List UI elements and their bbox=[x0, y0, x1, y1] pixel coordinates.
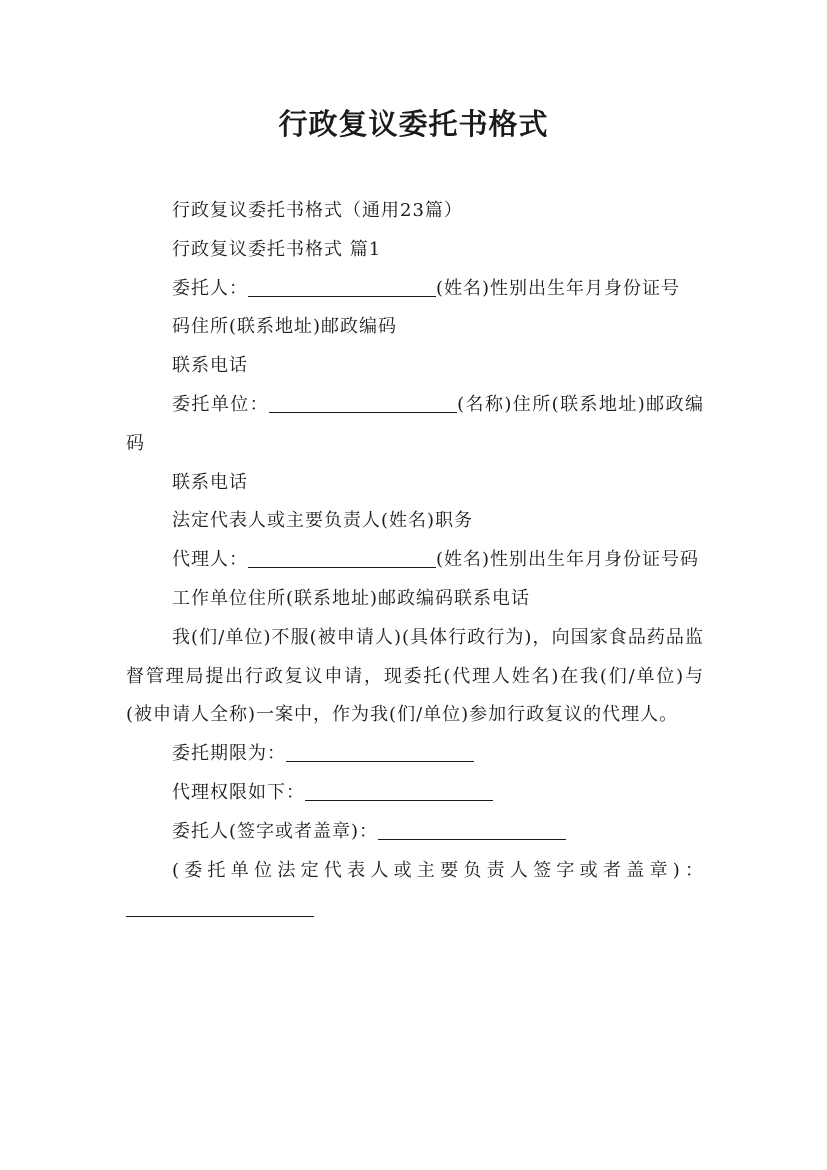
agent-details: (姓名)性别出生年月身份证号码 bbox=[436, 549, 700, 571]
signature-blank bbox=[378, 820, 566, 840]
unit-line bbox=[126, 386, 704, 464]
unit-label: 委托单位： bbox=[172, 393, 270, 415]
subtitle: 行政复议委托书格式（通用23篇） bbox=[172, 200, 463, 221]
agent-label: 代理人： bbox=[172, 549, 248, 571]
statement-paragraph: 我(们/单位)不服(被申请人)(具体行政行为)，向国家食品药品监督管理局提出行政复议申请，现委托(代理人姓名)在我(们/单位)与(被申请人全称)一案中，作为我(们/单位)参加行政复议的代理人。 bbox=[126, 626, 704, 726]
agent-line bbox=[126, 541, 704, 580]
document-body bbox=[126, 192, 704, 929]
period-line bbox=[126, 735, 704, 774]
unit-phone-line: 联系电话 bbox=[172, 471, 248, 493]
principal-address-line: 码住所(联系地址)邮政编码 bbox=[172, 316, 398, 338]
authority-label: 代理权限如下： bbox=[172, 781, 305, 803]
signature-label: 委托人(签字或者盖章)： bbox=[172, 820, 379, 842]
authority-line bbox=[126, 774, 704, 813]
principal-phone-line: 联系电话 bbox=[172, 355, 248, 377]
unit-name-blank bbox=[269, 393, 457, 413]
principal-name-blank bbox=[248, 277, 436, 297]
period-blank bbox=[286, 742, 474, 762]
authority-blank bbox=[305, 781, 493, 801]
unit-signature-line bbox=[126, 852, 704, 930]
unit-signature-label: (委托单位法定代表人或主要负责人签字或者盖章)： bbox=[172, 859, 704, 881]
principal-label: 委托人： bbox=[172, 277, 248, 299]
signature-line bbox=[126, 813, 704, 852]
section-heading: 行政复议委托书格式 篇1 bbox=[172, 238, 382, 260]
period-label: 委托期限为： bbox=[172, 743, 286, 765]
unit-details: (名称)住所(联系地址)邮政编码 bbox=[126, 393, 705, 454]
legal-representative-line: 法定代表人或主要负责人(姓名)职务 bbox=[172, 510, 474, 532]
principal-details: (姓名)性别出生年月身份证号 bbox=[436, 277, 681, 299]
agent-workplace-line: 工作单位住所(联系地址)邮政编码联系电话 bbox=[172, 587, 531, 609]
agent-name-blank bbox=[248, 548, 436, 568]
document-title: 行政复议委托书格式 bbox=[278, 107, 549, 141]
principal-line bbox=[126, 270, 704, 309]
unit-signature-blank bbox=[126, 897, 314, 917]
